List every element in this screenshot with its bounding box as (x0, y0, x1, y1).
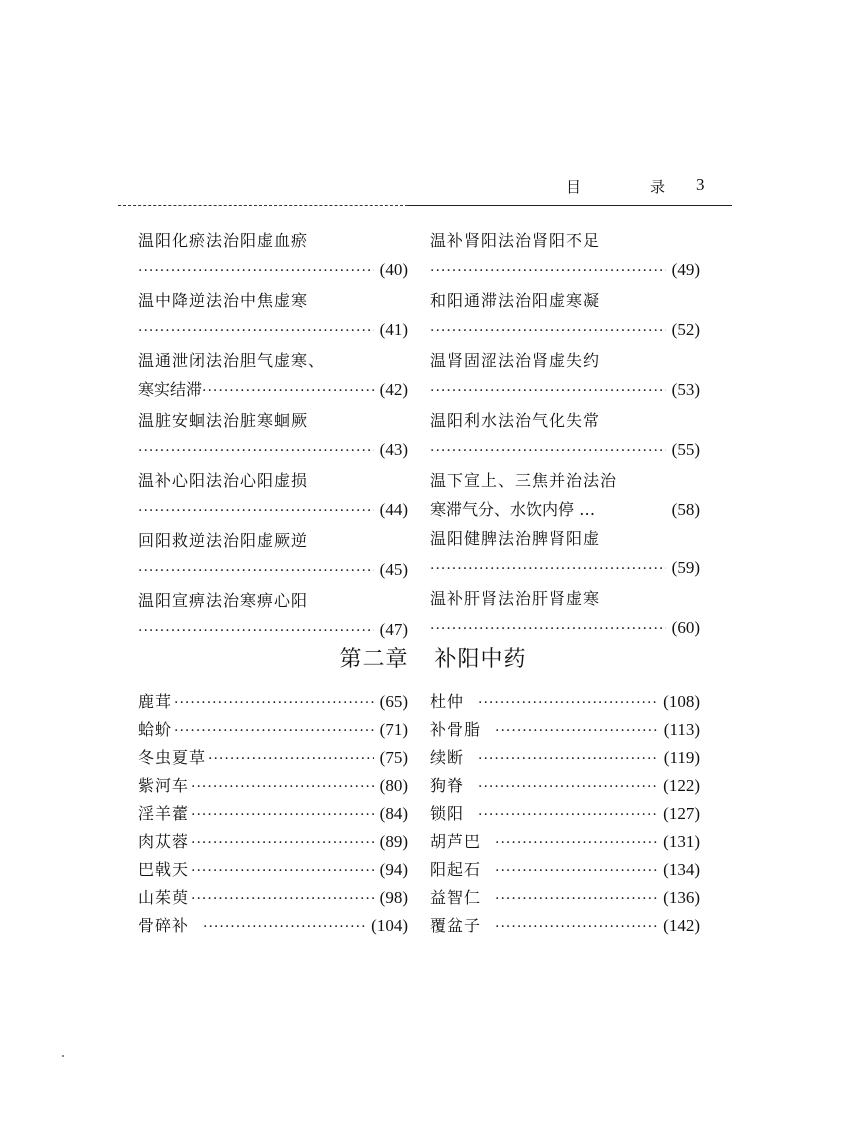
page-number: 3 (696, 175, 705, 194)
toc-entry-title: 温中降逆法治中焦虚寒 (138, 291, 309, 310)
herb-page: (80) (379, 776, 408, 795)
toc-entry (430, 286, 700, 346)
herb-entry (430, 688, 700, 716)
herb-entry (138, 772, 408, 800)
herb-entry (430, 772, 700, 800)
toc-entry-page: (47) (379, 620, 408, 639)
herb-name: 阳起石 (430, 860, 482, 879)
herb-page: (113) (663, 720, 700, 739)
toc-entry-title: 回阳救逆法治阳虚厥逆 (138, 531, 309, 550)
toc-entry-title: 温补肾阳法治肾阳不足 (430, 231, 601, 250)
toc-entry-title: 温脏安蛔法治脏寒蛔厥 (138, 411, 309, 430)
herb-page: (108) (663, 692, 700, 711)
herb-entry (430, 912, 700, 940)
herb-entry (138, 800, 408, 828)
toc-entry-page: (59) (671, 558, 700, 577)
herb-entry (430, 716, 700, 744)
leader-dots (481, 913, 657, 941)
leader-dots (481, 829, 657, 857)
leader-dots (172, 717, 374, 745)
leader-dots (189, 801, 374, 829)
toc-entry-page: (55) (671, 440, 700, 459)
toc-entry-page: (42) (379, 380, 408, 399)
toc-entry (138, 226, 408, 286)
leader-dots (172, 689, 374, 717)
herb-name: 覆盆子 (430, 916, 482, 935)
herb-list-right (430, 688, 700, 940)
leader-dots (202, 377, 374, 406)
toc-entry-title: 温补心阳法治心阳虚损 (138, 471, 309, 490)
leader-dots (464, 745, 658, 773)
toc-entry-title: 温阳化瘀法治阳虚血瘀 (138, 231, 309, 250)
herb-name: 胡芦巴 (430, 832, 482, 851)
header-rule-dashed (118, 205, 408, 206)
toc-entry (430, 524, 700, 584)
leader-dots (138, 257, 374, 286)
herb-page: (94) (379, 860, 408, 879)
herb-page: (104) (371, 916, 408, 935)
herb-page: (89) (379, 832, 408, 851)
leader-dots (138, 317, 374, 346)
herb-name: 益智仁 (430, 888, 482, 907)
toc-entry-page: (52) (671, 320, 700, 339)
herb-name: 紫河车 (138, 776, 190, 795)
header-title-char-2: 录 (650, 178, 666, 196)
herb-entry (430, 856, 700, 884)
herb-entry (138, 688, 408, 716)
herb-name: 鹿茸 (138, 692, 173, 711)
herb-name: 锁阳 (430, 804, 465, 823)
leader-dots (481, 885, 657, 913)
herb-page: (119) (663, 748, 700, 767)
herb-entry (138, 744, 408, 772)
leader-dots (481, 857, 657, 885)
leader-dots (189, 829, 374, 857)
herb-name: 肉苁蓉 (138, 832, 190, 851)
toc-entry-title: 温阳健脾法治脾肾阳虚 (430, 529, 601, 548)
leader-dots (189, 913, 365, 941)
toc-entry (430, 466, 700, 524)
toc-entry-page: (53) (671, 380, 700, 399)
leader-dots (138, 557, 374, 586)
toc-entry-title: 温阳利水法治气化失常 (430, 411, 601, 430)
scan-speck (62, 1055, 64, 1057)
leader-dots (464, 773, 657, 801)
toc-entry (430, 346, 700, 406)
herb-entry (430, 884, 700, 912)
leader-dots (138, 437, 374, 466)
toc-entry-title: 温肾固涩法治肾虚失约 (430, 351, 601, 370)
herb-entry (138, 884, 408, 912)
herb-page: (65) (379, 692, 408, 711)
leader-dots (430, 317, 666, 346)
herb-page: (75) (379, 748, 408, 767)
herb-name: 补骨脂 (430, 720, 482, 739)
herb-page: (136) (663, 888, 700, 907)
toc-entry-page: (40) (379, 260, 408, 279)
herb-page: (142) (663, 916, 700, 935)
herb-entry (138, 856, 408, 884)
herb-entry (430, 744, 700, 772)
leader-dots (430, 555, 666, 584)
toc-entry (138, 346, 408, 406)
leader-dots (206, 745, 374, 773)
chapter-heading (0, 642, 866, 673)
toc-entry-title: 和阳通滞法治阳虚寒凝 (430, 291, 601, 310)
herb-name: 蛤蚧 (138, 720, 173, 739)
chapter-number: 第二章 (339, 647, 409, 672)
herb-page: (71) (379, 720, 408, 739)
leader-dots (481, 717, 658, 745)
herb-name: 淫羊藿 (138, 804, 190, 823)
toc-entry-title: 温阳宣痹法治寒痹心阳 (138, 591, 309, 610)
toc-entry-page: (41) (379, 320, 408, 339)
leader-dots (189, 857, 374, 885)
toc-entry-page: (60) (671, 618, 700, 637)
running-header (118, 176, 732, 196)
header-title-char-1: 目 (566, 178, 582, 196)
herb-page: (131) (663, 832, 700, 851)
toc-entry (138, 586, 408, 646)
toc-entry-page: (45) (379, 560, 408, 579)
toc-entry-title-cont: 寒实结滞 (138, 380, 203, 399)
toc-entry-page: (43) (379, 440, 408, 459)
herb-page: (127) (663, 804, 700, 823)
toc-entry-title-cont: 寒滞气分、水饮内停 … (430, 500, 596, 519)
chapter-title: 补阳中药 (434, 647, 527, 672)
leader-dots (430, 615, 666, 644)
leader-dots (464, 689, 657, 717)
toc-entry-page: (44) (379, 500, 408, 519)
toc-entry (430, 584, 700, 644)
toc-entry (138, 406, 408, 466)
herb-page: (98) (379, 888, 408, 907)
herb-entry (138, 828, 408, 856)
leader-dots (138, 497, 374, 526)
leader-dots (430, 437, 666, 466)
herb-page: (122) (663, 776, 700, 795)
toc-entry (138, 466, 408, 526)
herb-name: 杜仲 (430, 692, 465, 711)
herb-name: 骨碎补 (138, 916, 190, 935)
leader-dots (464, 801, 657, 829)
leader-dots (430, 377, 666, 406)
leader-dots (189, 885, 374, 913)
toc-left-column (138, 226, 408, 646)
herb-page: (134) (663, 860, 700, 879)
toc-entry-title: 温下宣上、三焦并治法治 (430, 471, 618, 490)
herb-name: 冬虫夏草 (138, 748, 207, 767)
toc-right-column (430, 226, 700, 644)
herb-name: 狗脊 (430, 776, 465, 795)
leader-dots (189, 773, 374, 801)
herb-name: 巴戟天 (138, 860, 190, 879)
leader-dots (430, 257, 666, 286)
toc-entry (138, 286, 408, 346)
herb-entry (138, 912, 408, 940)
toc-entry (430, 406, 700, 466)
toc-entry (430, 226, 700, 286)
toc-entry-page: (49) (671, 260, 700, 279)
herb-entry (138, 716, 408, 744)
herb-entry (430, 828, 700, 856)
toc-entry-title: 温通泄闭法治胆气虚寒、 (138, 351, 326, 370)
toc-entry-title: 温补肝肾法治肝肾虚寒 (430, 589, 601, 608)
herb-page: (84) (379, 804, 408, 823)
toc-entry (138, 526, 408, 586)
header-rule-solid (408, 205, 732, 206)
herb-name: 山茱萸 (138, 888, 190, 907)
herb-list-left (138, 688, 408, 940)
herb-name: 续断 (430, 748, 465, 767)
toc-entry-page: (58) (671, 500, 700, 519)
herb-entry (430, 800, 700, 828)
